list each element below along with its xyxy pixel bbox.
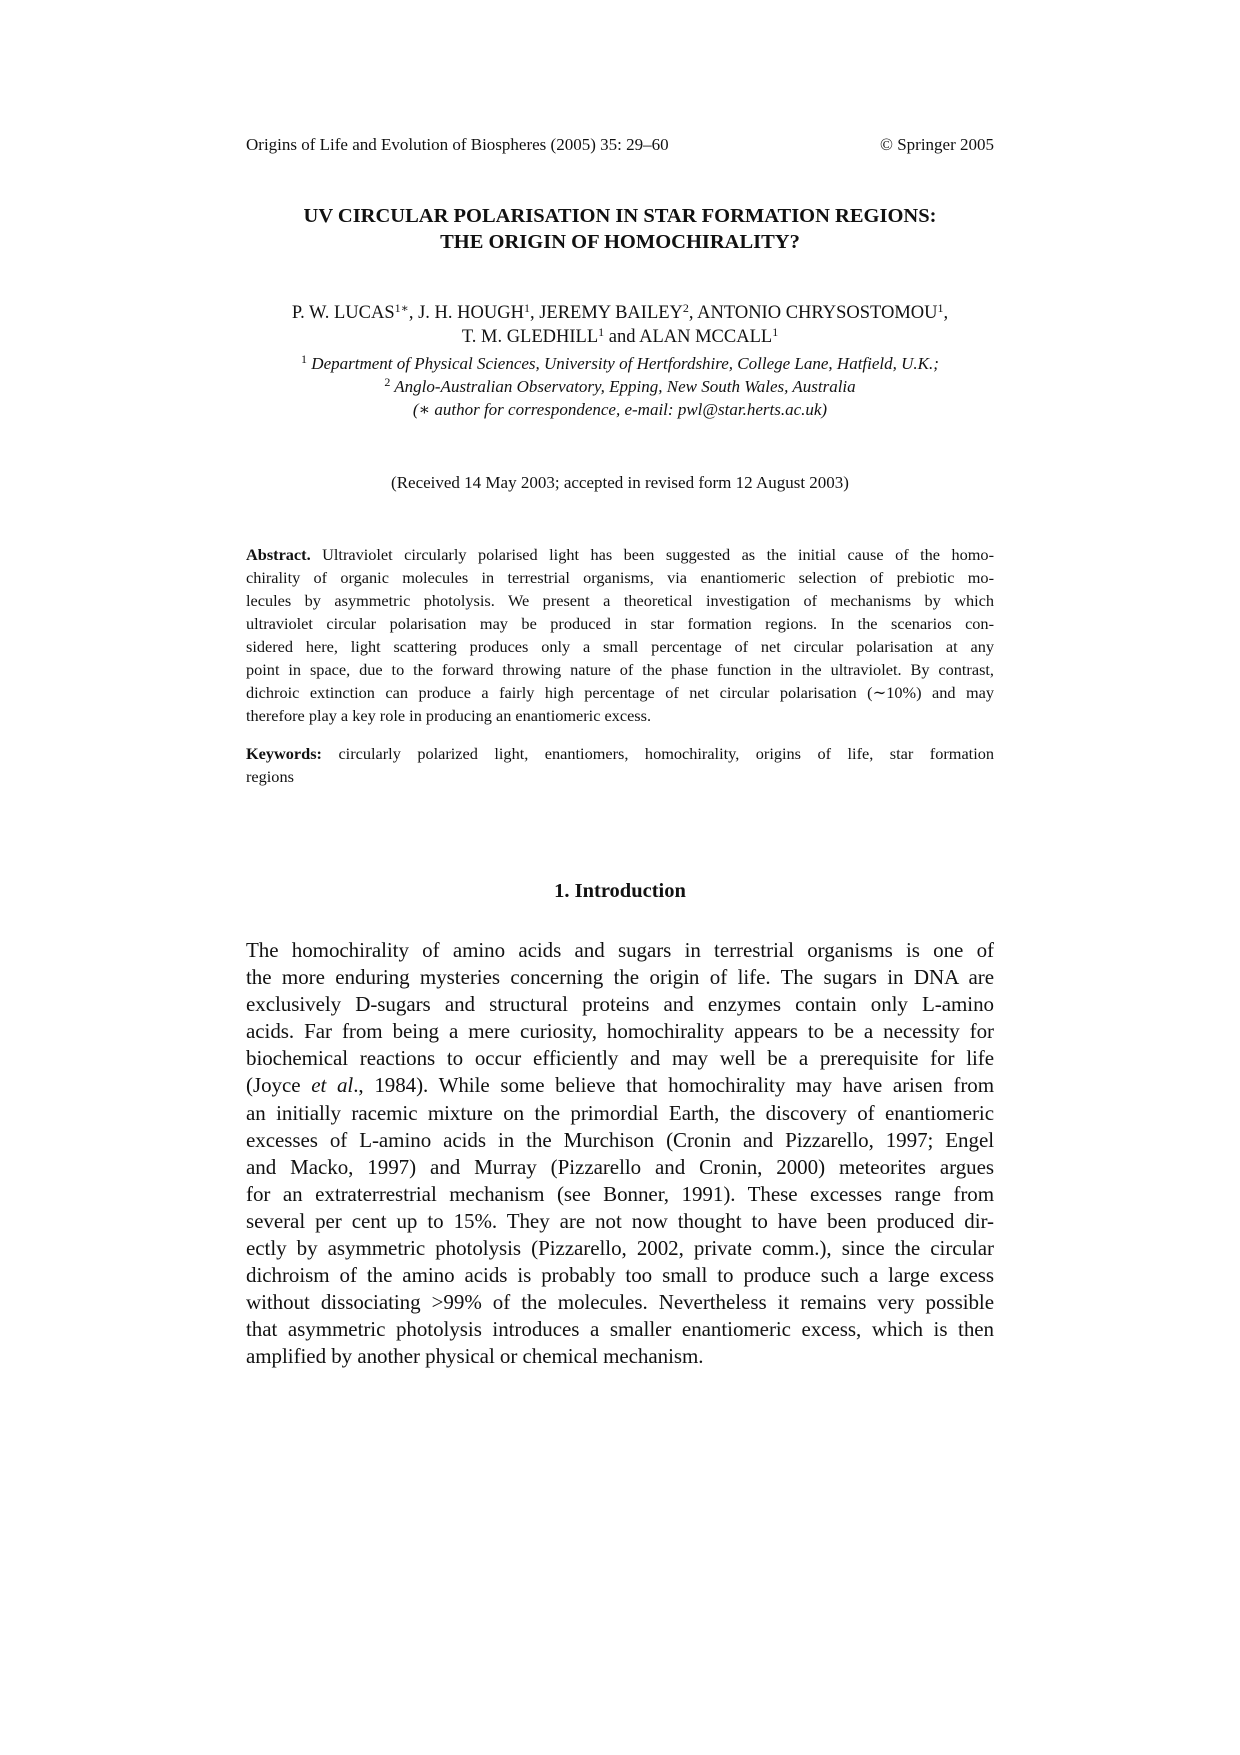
- author-affiliation-mark: 1: [523, 301, 530, 315]
- paper-title-line-1: UV CIRCULAR POLARISATION IN STAR FORMATION REGIONS:: [303, 205, 937, 227]
- affiliation-2: [246, 375, 994, 398]
- author-affiliation-mark: 1∗: [394, 301, 409, 315]
- body-line: without dissociating >99% of the molecules. Nevertheless it remains very possible: [246, 1290, 994, 1315]
- keywords-line: regions: [246, 767, 294, 786]
- author-affiliation-mark: 2: [682, 301, 689, 315]
- affiliation-1: [246, 352, 994, 375]
- citation-et-al: et al: [311, 1073, 354, 1098]
- abstract-line: [246, 543, 994, 566]
- affiliation-mark: 2: [384, 375, 391, 389]
- author-name: , ANTONIO CHRYSOSTOMOU: [688, 303, 938, 323]
- author-name: P. W. LUCAS: [291, 303, 395, 323]
- affiliation-mark: 1: [301, 352, 308, 366]
- author-name: , J. H. HOUGH: [408, 303, 524, 323]
- author-affiliation-mark: 1: [598, 325, 605, 339]
- author-line-1: [246, 301, 994, 325]
- received-dates: (Received 14 May 2003; accepted in revised form 12 August 2003): [391, 473, 849, 492]
- body-line: dichroism of the amino acids is probably too small to produce such a large excess: [246, 1263, 994, 1288]
- body-line: acids. Far from being a mere curiosity, homochirality appears to be a necessity for: [246, 1019, 994, 1044]
- body-line: ectly by asymmetric photolysis (Pizzarello, 2002, private comm.), since the circular: [246, 1236, 994, 1261]
- abstract-line: point in space, due to the forward throwing nature of the phase function in the ultraviolet. By contrast,: [246, 660, 994, 679]
- abstract-line: sidered here, light scattering produces only a small percentage of net circular polarisation at any: [246, 637, 994, 656]
- body-line: [246, 1072, 994, 1099]
- affiliations: [246, 352, 994, 421]
- body-line: The homochirality of amino acids and sugars in terrestrial organisms is one of: [246, 938, 994, 962]
- keywords-line: [246, 742, 994, 765]
- abstract-line: lecules by asymmetric photolysis. We present a theoretical investigation of mechanisms by which: [246, 591, 994, 610]
- paper-title-line-2: THE ORIGIN OF HOMOCHIRALITY?: [440, 231, 800, 253]
- body-line: the more enduring mysteries concerning the origin of life. The sugars in DNA are: [246, 965, 994, 990]
- affiliation-text: Department of Physical Sciences, University of Hertfordshire, College Lane, Hatfield, U.K.;: [307, 354, 939, 373]
- abstract-line: ultraviolet circular polarisation may be produced in star formation regions. In the scenarios con-: [246, 614, 994, 633]
- body-line: amplified by another physical or chemical mechanism.: [246, 1344, 704, 1369]
- author-affiliation-mark: 1: [772, 325, 779, 339]
- author-affiliation-mark: 1: [937, 301, 944, 315]
- author-line-2: [246, 325, 994, 349]
- keywords-text: circularly polarized light, enantiomers, homochirality, origins of life, star formation: [321, 744, 994, 763]
- body-line: biochemical reactions to occur efficiently and may well be a prerequisite for life: [246, 1046, 994, 1071]
- body-line: that asymmetric photolysis introduces a smaller enantiomeric excess, which is then: [246, 1317, 994, 1342]
- author-name: , JEREMY BAILEY: [529, 303, 683, 323]
- copyright-notice: © Springer 2005: [880, 135, 994, 154]
- body-line: excesses of L-amino acids in the Murchison (Cronin and Pizzarello, 1997; Engel: [246, 1127, 994, 1152]
- correspondence-note: (∗ author for correspondence, e-mail: pwl@star.herts.ac.uk): [412, 400, 828, 419]
- abstract: [246, 543, 994, 727]
- keywords: [246, 742, 994, 788]
- keywords-label: Keywords:: [246, 744, 322, 763]
- abstract-text: Ultraviolet circularly polarised light has been suggested as the initial cause of the homo-: [310, 545, 994, 564]
- author-name: and ALAN MCCALL: [604, 327, 773, 347]
- author-list: [246, 301, 994, 349]
- journal-citation: Origins of Life and Evolution of Biospheres (2005) 35: 29–60: [246, 135, 669, 154]
- author-separator: ,: [943, 303, 949, 323]
- body-line: exclusively D-sugars and structural proteins and enzymes contain only L-amino: [246, 992, 994, 1017]
- body-line: several per cent up to 15%. They are not now thought to have been produced dir-: [246, 1208, 994, 1233]
- body-text: ., 1984). While some believe that homochirality may have arisen from: [353, 1073, 994, 1098]
- body-line: and Macko, 1997) and Murray (Pizzarello and Cronin, 2000) meteorites argues: [246, 1154, 994, 1179]
- body-line: an initially racemic mixture on the primordial Earth, the discovery of enantiomeric: [246, 1100, 994, 1125]
- paper-title: [246, 203, 994, 255]
- body-text: (Joyce: [246, 1073, 312, 1098]
- body-line: for an extraterrestrial mechanism (see Bonner, 1991). These excesses range from: [246, 1181, 994, 1206]
- abstract-line: therefore play a key role in producing an enantiomeric excess.: [246, 706, 652, 725]
- abstract-line: chirality of organic molecules in terrestrial organisms, via enantiomeric selection of prebiotic mo-: [246, 568, 994, 587]
- abstract-line: dichroic extinction can produce a fairly high percentage of net circular polarisation (∼10%) and may: [246, 683, 994, 702]
- section-heading-introduction: 1. Introduction: [554, 880, 686, 902]
- author-name: T. M. GLEDHILL: [461, 327, 599, 347]
- affiliation-text: Anglo-Australian Observatory, Epping, New South Wales, Australia: [390, 377, 856, 396]
- abstract-label: Abstract.: [246, 545, 311, 564]
- introduction-paragraph: [246, 937, 994, 1371]
